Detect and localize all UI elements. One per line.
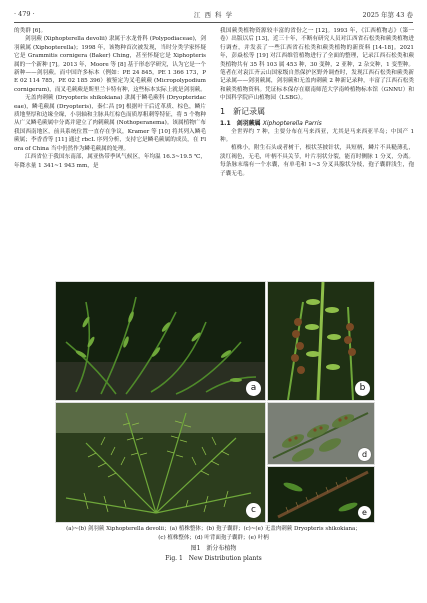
paragraph: 江西省位于我国东南部，属亚热带季风气候区，年均温 16.3~19.5 ℃，年降水量 1 341~1 943 mm，是 [14, 154, 206, 169]
right-column [220, 27, 414, 178]
panel-label-b: b [355, 381, 370, 396]
figure-1 [55, 281, 373, 521]
figure-panel-e [267, 466, 375, 523]
figure-caption-detail-line1: (a)~(b) 剑羽蕨 Xiphopterella devolii；(a) 植株整体；(b) 孢子囊群；(c)~(e) 无盖肉刺蕨 Dryopteris shikokiana； [66, 526, 361, 532]
figure-panel-a [55, 281, 266, 401]
running-header [14, 10, 413, 22]
subsection-latin-name: Xiphopterella Parris [262, 119, 322, 127]
header-rule [14, 22, 413, 23]
panel-label-e: e [358, 506, 371, 519]
figure-caption-detail-line2: (c) 植株整体；(d) 叶背面孢子囊群；(e) 叶柄 [158, 535, 269, 541]
left-column [14, 27, 206, 170]
figure-panel-d [267, 402, 375, 465]
paragraph: 的类群 [6]。 [14, 28, 47, 34]
subsection-heading [220, 119, 414, 128]
paragraph: 全世界约 7 种，主要分布在马来西亚，尤其是马来西亚半岛；中国产 1 种。 [220, 128, 414, 144]
paragraph: 剑羽蕨 (Xiphopterella devolii) 隶属于水龙骨科 (Polypodiaceae)，剑羽蕨属 (Xiphopterella)；1998 年，该物种首次被发现，当时分类学家怀疑它是 Grammitis cornigera (Baker) Ching，甚至怀疑它是 Xiphopteris 属的一个新种 [7]。2013 年，Moore 等 [8] 基于形态学研究，认为它是一个新种——剑羽蕨。而中国许多标本（例如：PE 24 845，PE 1 366 173，PE 02 114 785，PE 02 185 396）被鉴定为叉毛蕨蕨 (Micropolypodium cornigerum)，而叉毛蕨蕨是斯里兰卡特有种，这些标本实际上就是剑羽蕨。 [14, 36, 206, 93]
subsection-number-title: 1.1 剑羽蕨属 [220, 119, 261, 127]
panel-label-a: a [246, 381, 261, 396]
page-number: · 479 · [14, 10, 35, 18]
figure-panel-b [267, 281, 375, 401]
panel-a-image [56, 282, 265, 400]
paragraph: 无盖肉刺蕨 (Dryopteris shikokiana) 隶属于鳞毛蕨科 (Dryopteridaceae)，鳞毛蕨属 (Dryopteris)，秦仁昌 [9] 根据叶干后近革质、棕色，鳞片质地坚厚和边缘全缘，小羽轴和主脉具红棕色而质厚粗刺等特征，将 5 个物种从广义鳞毛蕨属中分离并建立了肉刺蕨属 (Nothoperanema)。该属植物广布我国西南地区，前具系统位置一直存在争议，Kramer 等 [10] 将其列入鳞毛蕨属；李香香等 [11] 通过 rbcL 序列分析，支持它是鳞毛蕨属的成员，在 Flora of China 当中仍然作为鳞毛蕨属的处理。 [14, 95, 206, 152]
figure-caption-en: Fig. 1 New Distribution plants [165, 555, 262, 562]
section-heading: 1 新记录属 [220, 106, 266, 116]
figure-panel-c [55, 402, 266, 523]
journal-title: 江 西 科 学 [193, 11, 234, 19]
paragraph: 植株小，附生石头或者树干，根状茎披针状，具短柄，鳞片不具糙薄孔，淡红褐色，无毛，叶柄不具关节，叶片羽状分裂，能育时侧脉 1 分叉，分离。每条脉末端有一个水囊，有单毛和 1~3 分叉具腺状分枝，孢子囊群浅生，孢子囊无毛。 [220, 145, 414, 177]
panel-label-d: d [358, 448, 371, 461]
volume-label: 2025 年第 43 卷 [362, 11, 413, 19]
panel-c-image [56, 403, 265, 522]
paragraph: 我国蕨类植物资源较丰富的省份之一 [12]。1993 年，《江西植物志》（第一卷）出版以后 [13]，近三十年，不断有研究人员对江西省石松类和蕨类植物进行调查，并发表了一些江西省石松类和蕨类植物的新资料 [14-18]。2021 年，彭焱松等 [19] 对江西维管植物进行了全面的整理，记录江西石松类和蕨类植物共有 35 科 103 属 453 种，30 变种，2 亚种，2 杂交种，1 变型种。笔者在对袁江齐云山国家级自然保护区野外调查时，发现江西石松类和蕨类新记录属——剑羽蕨属，剑羽蕨和无盖肉刺蕨 2 种新记录种，丰富了江西石松类和蕨类植物资料。凭证标本保存在赣南师范大学南岭植物标本馆（GNNU）和中国科学院庐山植物园（LSBG）。 [220, 28, 414, 102]
figure-caption-cn: 图1 新分布植物 [190, 545, 237, 552]
panel-label-c: c [246, 503, 261, 518]
